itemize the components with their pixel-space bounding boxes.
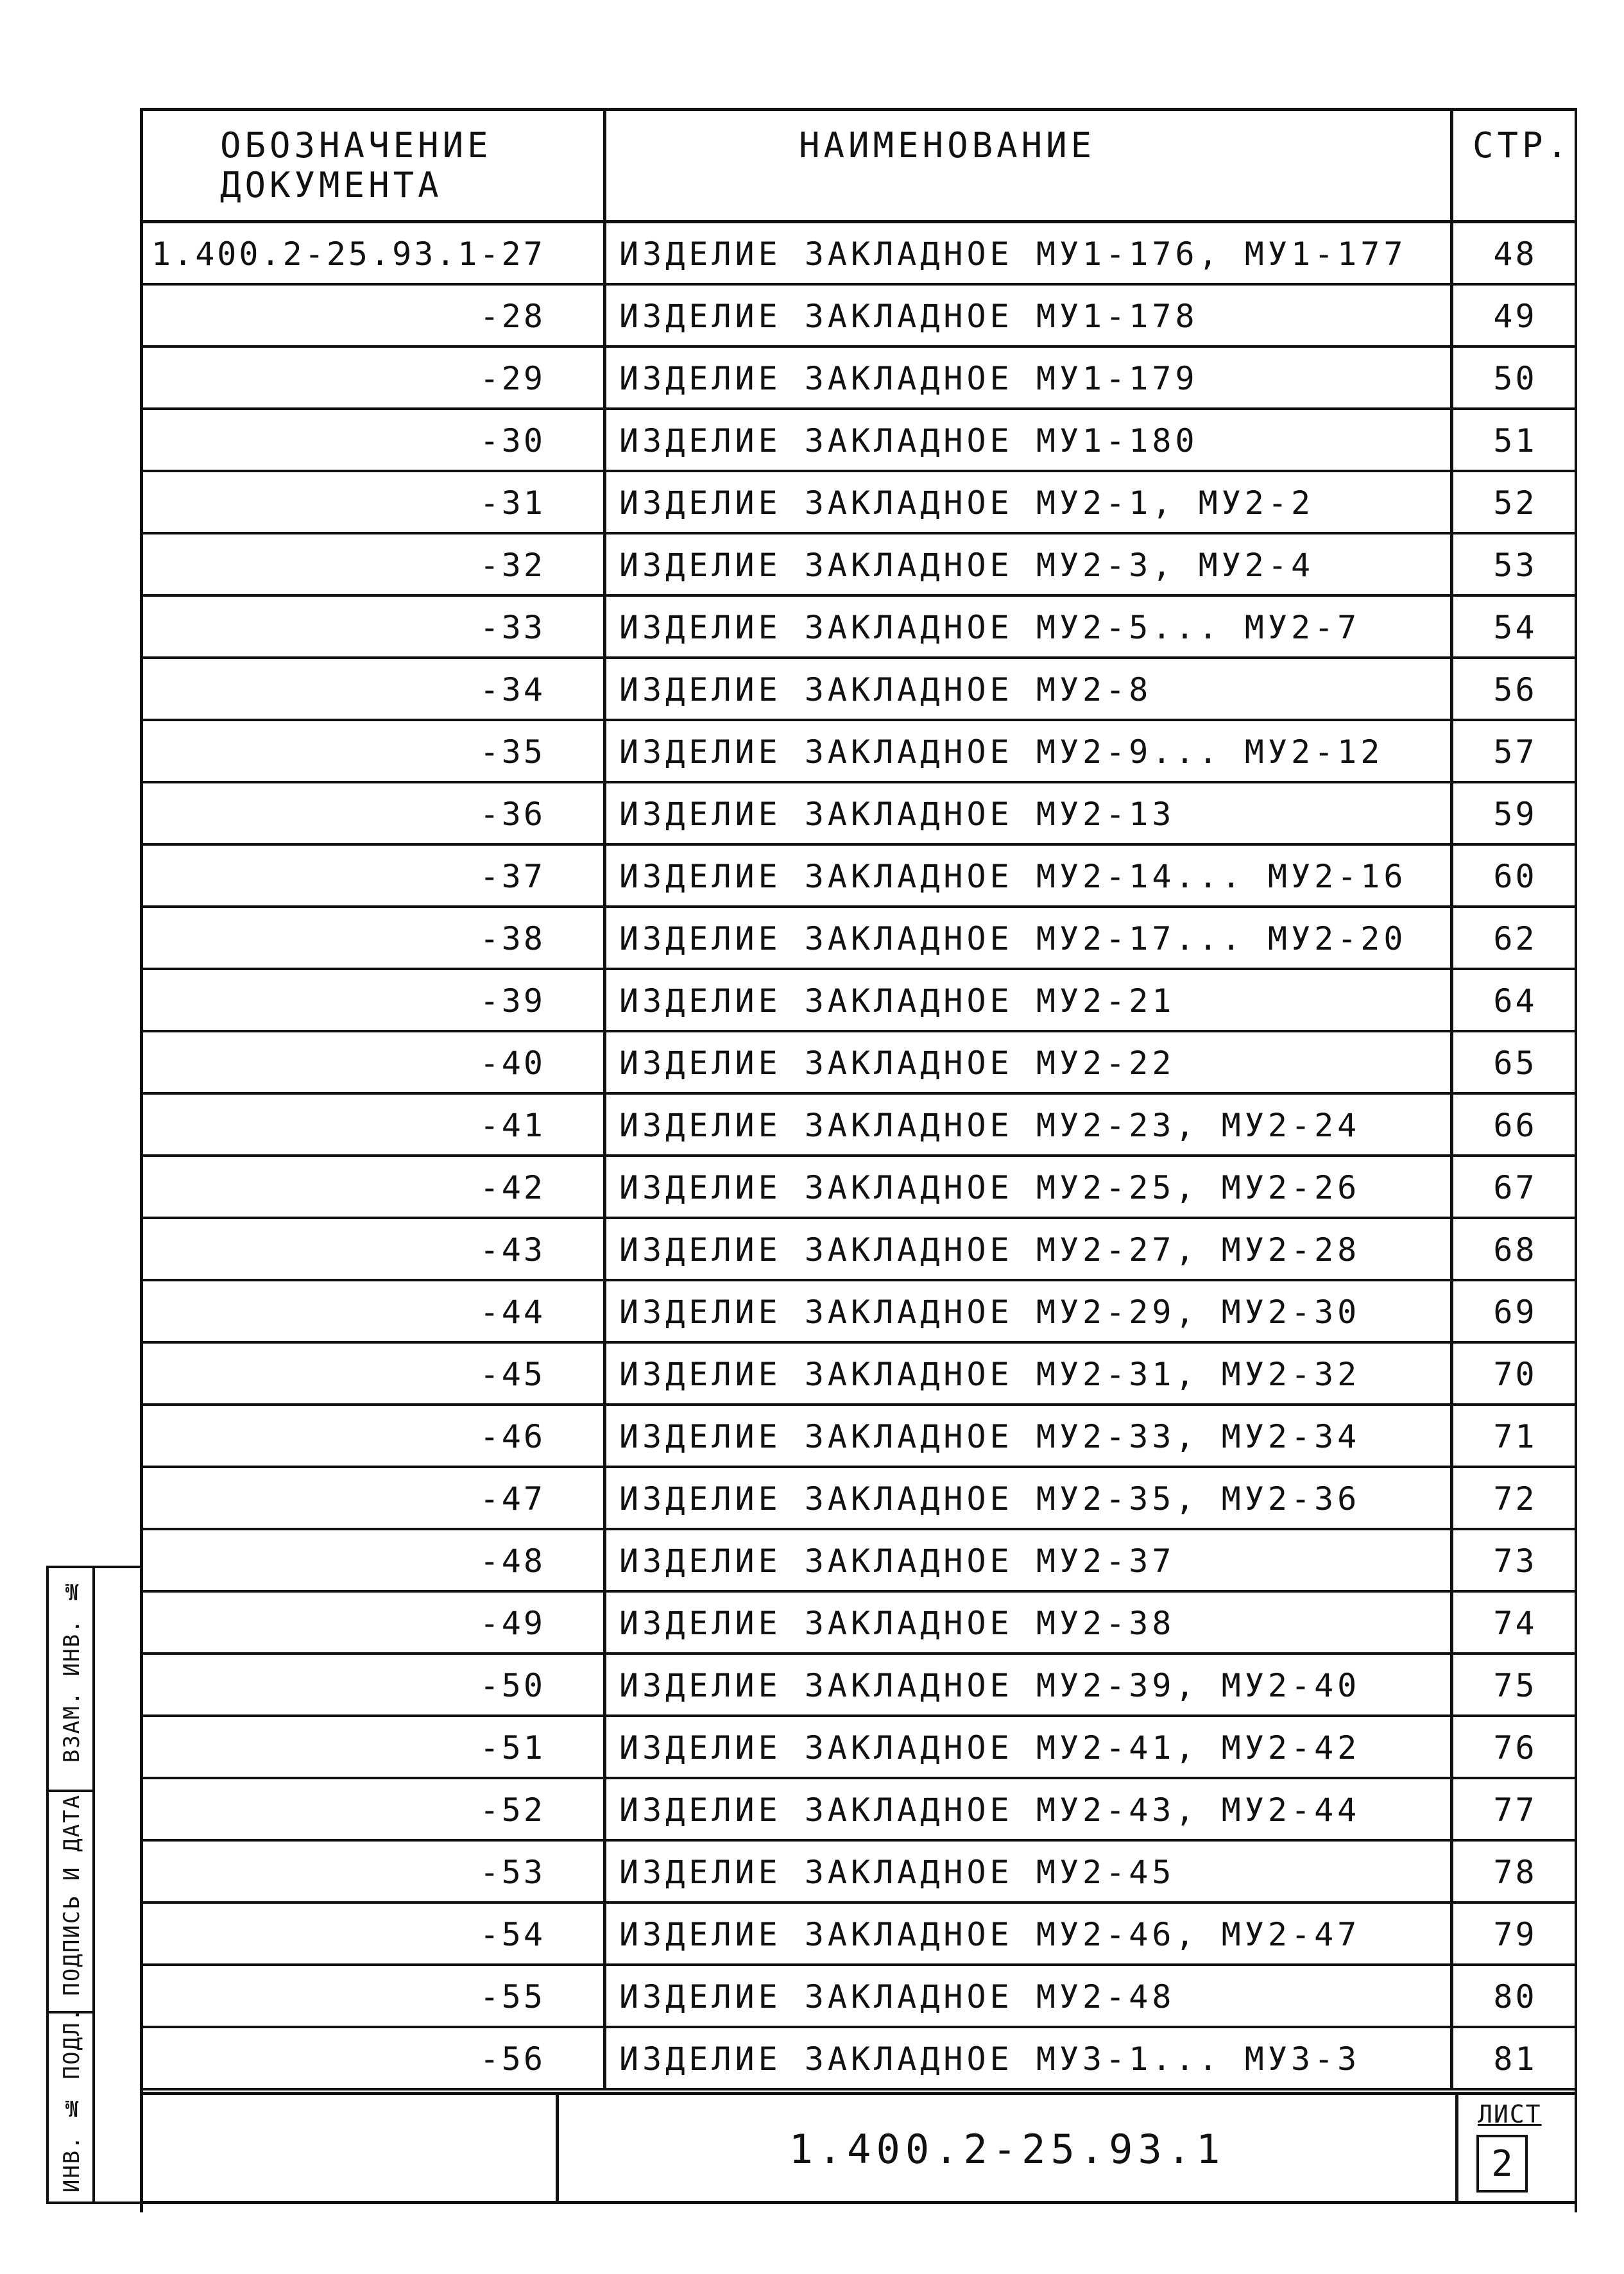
row-designation: -38 — [140, 908, 603, 970]
sheet-label: ЛИСТ — [1478, 2100, 1542, 2128]
row-name: ИЗДЕЛИЕ ЗАКЛАДНОЕ МУ2-38 — [603, 1593, 1450, 1655]
row-designation: -46 — [140, 1406, 603, 1468]
document-code: 1.400.2-25.93.1 — [556, 2095, 1455, 2204]
table-row — [140, 2028, 1577, 2090]
table-row — [140, 1468, 1577, 1530]
row-designation: -55 — [140, 1966, 603, 2028]
row-designation: -49 — [140, 1593, 603, 1655]
row-name: ИЗДЕЛИЕ ЗАКЛАДНОЕ МУ2-25, МУ2-26 — [603, 1157, 1450, 1219]
row-designation: -31 — [140, 472, 603, 534]
row-name: ИЗДЕЛИЕ ЗАКЛАДНОЕ МУ2-35, МУ2-36 — [603, 1468, 1450, 1530]
header-designation — [140, 108, 603, 223]
row-name: ИЗДЕЛИЕ ЗАКЛАДНОЕ МУ2-5... МУ2-7 — [603, 597, 1450, 659]
stamp-inv-original: ИНВ. № ПОДЛ. — [59, 2006, 85, 2193]
table-row — [140, 1842, 1577, 1904]
row-page: 64 — [1450, 970, 1577, 1032]
table-row — [140, 1219, 1577, 1281]
row-page: 54 — [1450, 597, 1577, 659]
row-name: ИЗДЕЛИЕ ЗАКЛАДНОЕ МУ2-43, МУ2-44 — [603, 1779, 1450, 1842]
table-row — [140, 286, 1577, 348]
header-designation-line2: ДОКУМЕНТА — [220, 165, 443, 205]
row-page: 66 — [1450, 1095, 1577, 1157]
row-page: 77 — [1450, 1779, 1577, 1842]
row-page: 59 — [1450, 783, 1577, 846]
row-designation: -30 — [140, 410, 603, 472]
row-designation: -33 — [140, 597, 603, 659]
table-row — [140, 1717, 1577, 1779]
row-page: 51 — [1450, 410, 1577, 472]
row-page: 67 — [1450, 1157, 1577, 1219]
row-page: 76 — [1450, 1717, 1577, 1779]
row-designation: -41 — [140, 1095, 603, 1157]
row-page: 69 — [1450, 1281, 1577, 1344]
stamp-signature-date: ПОДПИСЬ И ДАТА — [59, 1794, 85, 1996]
row-designation: -52 — [140, 1779, 603, 1842]
row-page: 68 — [1450, 1219, 1577, 1281]
row-name: ИЗДЕЛИЕ ЗАКЛАДНОЕ МУ2-39, МУ2-40 — [603, 1655, 1450, 1717]
stamp-divider — [49, 1790, 95, 1792]
row-page: 50 — [1450, 348, 1577, 410]
table-row — [140, 1655, 1577, 1717]
table-row — [140, 1593, 1577, 1655]
row-page: 62 — [1450, 908, 1577, 970]
row-page: 52 — [1450, 472, 1577, 534]
row-name: ИЗДЕЛИЕ ЗАКЛАДНОЕ МУ2-9... МУ2-12 — [603, 721, 1450, 783]
row-designation: -32 — [140, 534, 603, 597]
row-designation: -47 — [140, 1468, 603, 1530]
row-name: ИЗДЕЛИЕ ЗАКЛАДНОЕ МУ2-22 — [603, 1032, 1450, 1095]
table-row — [140, 721, 1577, 783]
header-designation-line1: ОБОЗНАЧЕНИЕ — [220, 125, 492, 166]
row-name: ИЗДЕЛИЕ ЗАКЛАДНОЕ МУ1-176, МУ1-177 — [603, 223, 1450, 286]
row-page: 53 — [1450, 534, 1577, 597]
side-stamp — [46, 1566, 142, 2204]
row-designation: -37 — [140, 846, 603, 908]
row-page: 70 — [1450, 1344, 1577, 1406]
table-row — [140, 223, 1577, 286]
row-name: ИЗДЕЛИЕ ЗАКЛАДНОЕ МУ2-37 — [603, 1530, 1450, 1593]
row-name: ИЗДЕЛИЕ ЗАКЛАДНОЕ МУ2-31, МУ2-32 — [603, 1344, 1450, 1406]
table-row — [140, 410, 1577, 472]
table-row — [140, 1344, 1577, 1406]
table-row — [140, 1779, 1577, 1842]
row-designation: -39 — [140, 970, 603, 1032]
row-name: ИЗДЕЛИЕ ЗАКЛАДНОЕ МУ2-21 — [603, 970, 1450, 1032]
row-page: 74 — [1450, 1593, 1577, 1655]
table-row — [140, 1281, 1577, 1344]
table-row — [140, 659, 1577, 721]
row-designation: -53 — [140, 1842, 603, 1904]
row-name: ИЗДЕЛИЕ ЗАКЛАДНОЕ МУ2-8 — [603, 659, 1450, 721]
row-page: 75 — [1450, 1655, 1577, 1717]
row-name: ИЗДЕЛИЕ ЗАКЛАДНОЕ МУ2-17... МУ2-20 — [603, 908, 1450, 970]
row-designation: -50 — [140, 1655, 603, 1717]
row-page: 71 — [1450, 1406, 1577, 1468]
row-name: ИЗДЕЛИЕ ЗАКЛАДНОЕ МУ2-27, МУ2-28 — [603, 1219, 1450, 1281]
row-name: ИЗДЕЛИЕ ЗАКЛАДНОЕ МУ1-179 — [603, 348, 1450, 410]
table-row — [140, 1904, 1577, 1966]
table-row — [140, 846, 1577, 908]
table-row — [140, 1032, 1577, 1095]
row-name: ИЗДЕЛИЕ ЗАКЛАДНОЕ МУ2-3, МУ2-4 — [603, 534, 1450, 597]
title-block — [140, 2092, 1577, 2204]
row-designation: -40 — [140, 1032, 603, 1095]
header-page: СТР. — [1450, 108, 1577, 223]
table-row — [140, 534, 1577, 597]
row-page: 79 — [1450, 1904, 1577, 1966]
table-row — [140, 1530, 1577, 1593]
row-designation: -29 — [140, 348, 603, 410]
table-row — [140, 970, 1577, 1032]
row-name: ИЗДЕЛИЕ ЗАКЛАДНОЕ МУ2-33, МУ2-34 — [603, 1406, 1450, 1468]
row-name: ИЗДЕЛИЕ ЗАКЛАДНОЕ МУ2-29, МУ2-30 — [603, 1281, 1450, 1344]
row-designation: -28 — [140, 286, 603, 348]
row-page: 56 — [1450, 659, 1577, 721]
row-page: 78 — [1450, 1842, 1577, 1904]
row-designation: -36 — [140, 783, 603, 846]
row-designation: -44 — [140, 1281, 603, 1344]
table-row — [140, 597, 1577, 659]
row-designation: -51 — [140, 1717, 603, 1779]
row-name: ИЗДЕЛИЕ ЗАКЛАДНОЕ МУ2-41, МУ2-42 — [603, 1717, 1450, 1779]
row-name: ИЗДЕЛИЕ ЗАКЛАДНОЕ МУ2-46, МУ2-47 — [603, 1904, 1450, 1966]
row-name: ИЗДЕЛИЕ ЗАКЛАДНОЕ МУ1-180 — [603, 410, 1450, 472]
row-name: ИЗДЕЛИЕ ЗАКЛАДНОЕ МУ3-1... МУ3-3 — [603, 2028, 1450, 2090]
table-row — [140, 348, 1577, 410]
row-page: 81 — [1450, 2028, 1577, 2090]
table-row — [140, 1406, 1577, 1468]
table-row — [140, 783, 1577, 846]
row-designation: -54 — [140, 1904, 603, 1966]
row-page: 80 — [1450, 1966, 1577, 2028]
row-page: 57 — [1450, 721, 1577, 783]
side-stamp-column — [49, 1568, 95, 2201]
row-name: ИЗДЕЛИЕ ЗАКЛАДНОЕ МУ1-178 — [603, 286, 1450, 348]
header-name: НАИМЕНОВАНИЕ — [603, 108, 1450, 223]
row-page: 65 — [1450, 1032, 1577, 1095]
stamp-divider — [49, 2011, 95, 2013]
row-designation: -34 — [140, 659, 603, 721]
sheet-number: 2 — [1476, 2135, 1528, 2193]
table-row — [140, 1157, 1577, 1219]
sheet-cell — [1455, 2095, 1577, 2204]
row-designation: -35 — [140, 721, 603, 783]
row-name: ИЗДЕЛИЕ ЗАКЛАДНОЕ МУ2-14... МУ2-16 — [603, 846, 1450, 908]
table-header — [140, 108, 1577, 223]
row-page: 72 — [1450, 1468, 1577, 1530]
row-designation: 1.400.2-25.93.1-27 — [140, 223, 603, 286]
row-name: ИЗДЕЛИЕ ЗАКЛАДНОЕ МУ2-1, МУ2-2 — [603, 472, 1450, 534]
row-designation: -56 — [140, 2028, 603, 2090]
row-name: ИЗДЕЛИЕ ЗАКЛАДНОЕ МУ2-23, МУ2-24 — [603, 1095, 1450, 1157]
row-page: 60 — [1450, 846, 1577, 908]
row-designation: -45 — [140, 1344, 603, 1406]
row-designation: -43 — [140, 1219, 603, 1281]
table-row — [140, 472, 1577, 534]
stamp-inv-replacement: ВЗАМ. ИНВ. № — [59, 1577, 85, 1763]
table-row — [140, 1095, 1577, 1157]
row-page: 73 — [1450, 1530, 1577, 1593]
row-name: ИЗДЕЛИЕ ЗАКЛАДНОЕ МУ2-45 — [603, 1842, 1450, 1904]
row-name: ИЗДЕЛИЕ ЗАКЛАДНОЕ МУ2-48 — [603, 1966, 1450, 2028]
row-name: ИЗДЕЛИЕ ЗАКЛАДНОЕ МУ2-13 — [603, 783, 1450, 846]
row-designation: -42 — [140, 1157, 603, 1219]
table-row — [140, 908, 1577, 970]
row-page: 49 — [1450, 286, 1577, 348]
row-page: 48 — [1450, 223, 1577, 286]
table-row — [140, 1966, 1577, 2028]
row-designation: -48 — [140, 1530, 603, 1593]
